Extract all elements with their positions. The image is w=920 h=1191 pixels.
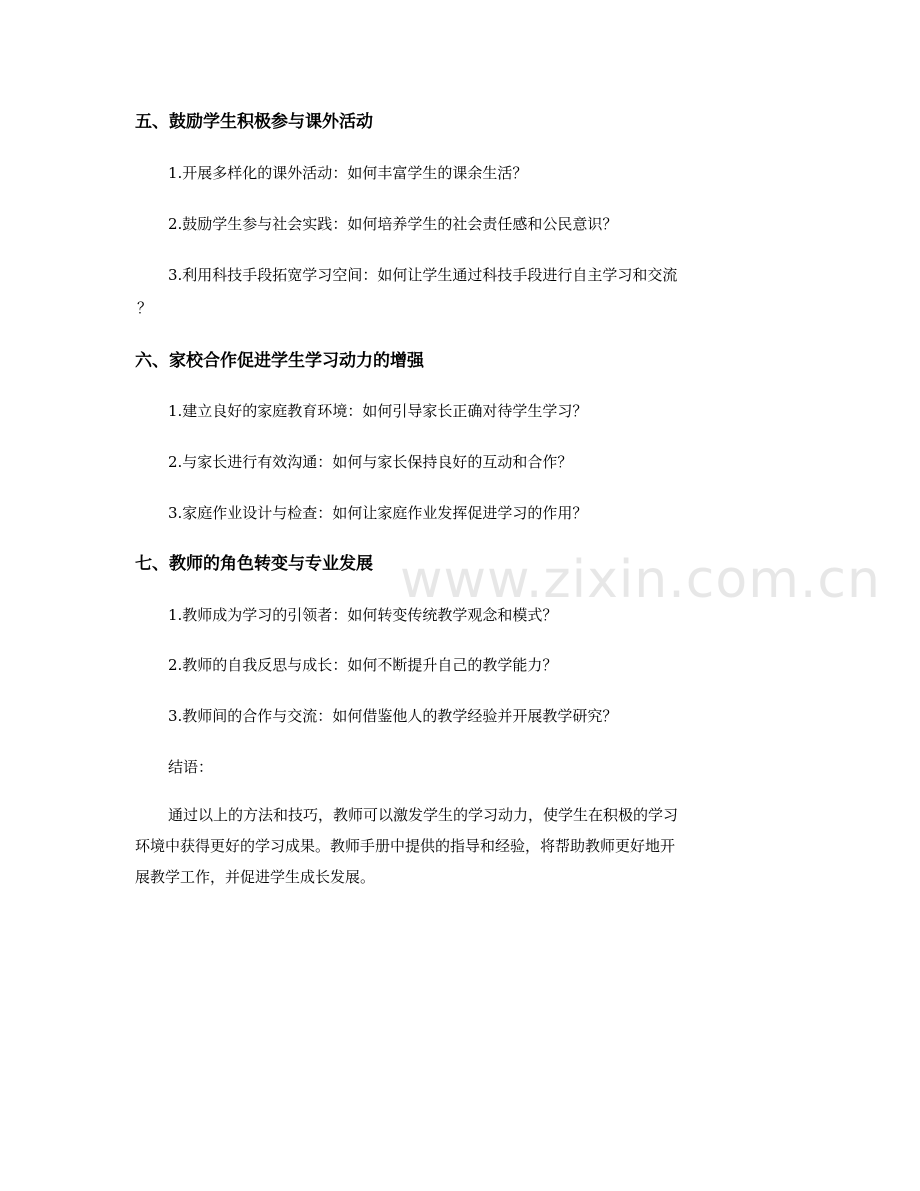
list-item: 1.开展多样化的课外活动：如何丰富学生的课余生活？ [168, 164, 528, 182]
list-item-continuation: ？ [137, 299, 153, 317]
list-item: 3.教师间的合作与交流：如何借鉴他人的教学经验并开展教学研究？ [168, 707, 618, 725]
conclusion-line: 展教学工作，并促进学生成长发展。 [135, 868, 376, 886]
list-item: 1.教师成为学习的引领者：如何转变传统教学观念和模式？ [168, 606, 558, 624]
conclusion-line: 通过以上的方法和技巧，教师可以激发学生的学习动力，使学生在积极的学习 [168, 806, 679, 824]
list-item: 2.教师的自我反思与成长：如何不断提升自己的教学能力？ [168, 656, 558, 674]
list-item: 1.建立良好的家庭教育环境：如何引导家长正确对待学生学习？ [168, 402, 588, 420]
conclusion-line: 环境中获得更好的学习成果。教师手册中提供的指导和经验，将帮助教师更好地开 [135, 837, 676, 855]
list-item: 2.鼓励学生参与社会实践：如何培养学生的社会责任感和公民意识？ [168, 215, 618, 233]
section-heading-7: 七、教师的角色转变与专业发展 [135, 554, 373, 574]
conclusion-paragraph [135, 800, 790, 893]
section-heading-5: 五、鼓励学生积极参与课外活动 [135, 112, 373, 132]
list-item: 2.与家长进行有效沟通：如何与家长保持良好的互动和合作？ [168, 453, 573, 471]
conclusion-label: 结语： [168, 758, 214, 776]
watermark: www.zixin.com.cn [400, 550, 881, 610]
section-heading-6: 六、家校合作促进学生学习动力的增强 [135, 351, 424, 371]
list-item: 3.家庭作业设计与检查：如何让家庭作业发挥促进学习的作用？ [168, 504, 588, 522]
list-item: 3.利用科技手段拓宽学习空间：如何让学生通过科技手段进行自主学习和交流 [168, 266, 678, 284]
